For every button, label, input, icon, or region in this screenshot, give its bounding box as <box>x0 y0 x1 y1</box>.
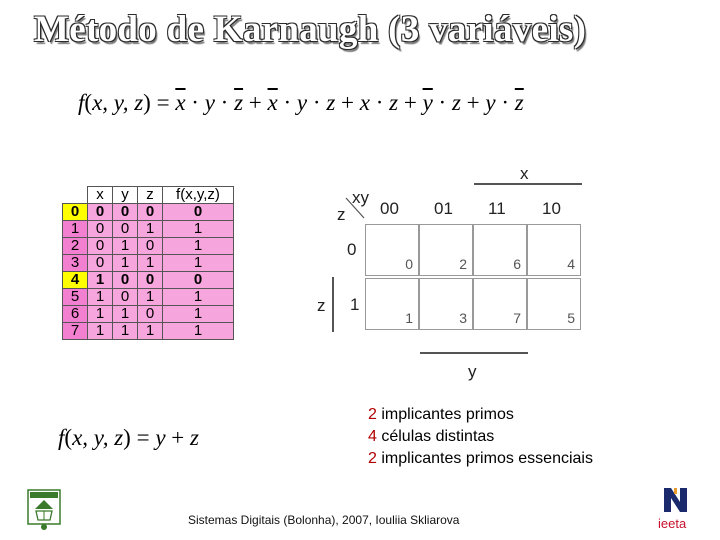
truth-table-row <box>63 272 234 289</box>
truth-table-cell: 1 <box>88 272 113 289</box>
truth-table-header: z <box>138 187 163 204</box>
corner-xy-label: xy <box>352 188 369 207</box>
truth-table-cell: 0 <box>163 272 234 289</box>
truth-table-cell: 1 <box>88 306 113 323</box>
truth-table-cell: 0 <box>88 221 113 238</box>
truth-table-header: y <box>113 187 138 204</box>
y-label: y <box>468 362 477 381</box>
footer-text: Sistemas Digitais (Bolonha), 2007, Iouliia Skliarova <box>188 513 460 527</box>
truth-table-cell: 6 <box>63 306 88 323</box>
kmap-cell: 2 <box>419 224 473 276</box>
kmap-cell: 7 <box>473 278 527 330</box>
university-crest-logo <box>24 487 64 531</box>
truth-table <box>62 186 234 340</box>
truth-table-cell: 1 <box>138 323 163 340</box>
col-header: 01 <box>434 199 453 218</box>
truth-table-cell: 1 <box>113 323 138 340</box>
ieeta-logo-text: ieeta <box>658 516 687 531</box>
col-header: 10 <box>542 199 561 218</box>
y-bar-line <box>420 352 528 354</box>
truth-table-header: x <box>88 187 113 204</box>
kmap-cell: 5 <box>527 278 581 330</box>
truth-table-cell: 0 <box>113 289 138 306</box>
kmap-cell: 1 <box>365 278 419 330</box>
corner-divider <box>344 196 368 222</box>
col-header: 00 <box>380 199 399 218</box>
truth-table-row <box>63 204 234 221</box>
row-header: 0 <box>347 240 357 259</box>
row-header: 1 <box>350 295 360 314</box>
truth-table-cell: 4 <box>63 272 88 289</box>
truth-table-cell: 0 <box>138 272 163 289</box>
z-label: z <box>317 296 326 315</box>
stat-line: 4 células distintas <box>368 428 495 445</box>
ieeta-logo <box>656 486 696 534</box>
z-bar-line <box>332 277 334 332</box>
kmap-cell: 4 <box>527 224 581 276</box>
truth-table-row <box>63 221 234 238</box>
truth-table-cell: 2 <box>63 238 88 255</box>
truth-table-cell: 1 <box>163 306 234 323</box>
ieeta-mark-icon <box>658 486 698 514</box>
truth-table-cell: 0 <box>113 221 138 238</box>
x-label: x <box>520 164 529 183</box>
kmap-cell: 0 <box>365 224 419 276</box>
stat-line: 2 implicantes primos <box>368 406 514 423</box>
truth-table-cell: 1 <box>138 289 163 306</box>
truth-table-cell: 1 <box>163 238 234 255</box>
truth-table-row <box>63 289 234 306</box>
slide-title: Método de Karnaugh (3 variáveis) <box>34 9 587 50</box>
truth-table-cell: 1 <box>163 289 234 306</box>
truth-table-cell: 0 <box>138 238 163 255</box>
truth-table-row <box>63 323 234 340</box>
truth-table-cell: 0 <box>63 204 88 221</box>
col-header: 11 <box>488 199 506 218</box>
truth-table-header: f(x,y,z) <box>163 187 234 204</box>
truth-table-cell: 0 <box>138 306 163 323</box>
kmap-cell: 3 <box>419 278 473 330</box>
truth-table-cell: 0 <box>88 204 113 221</box>
corner-z-label: z <box>337 205 346 224</box>
truth-table-cell: 1 <box>113 255 138 272</box>
simplified-formula: f(x, y, z) = y + z <box>58 425 199 450</box>
kmap-cell: 6 <box>473 224 527 276</box>
truth-table-cell: 1 <box>113 306 138 323</box>
truth-table-cell: 1 <box>163 323 234 340</box>
truth-table-cell: 1 <box>138 221 163 238</box>
truth-table-cell: 5 <box>63 289 88 306</box>
truth-table-cell: 1 <box>113 238 138 255</box>
stats-list <box>368 404 593 470</box>
function-formula: f(x, y, $z) = \overline{x} \cdot y \cdot \overline{z} + \overline{x} \cdot y \cdot z + x \cdot z + \overline{y} \cdot z + y \cdot \overline{z}$ <box>78 90 524 115</box>
truth-table-cell: 0 <box>88 238 113 255</box>
truth-table-cell: 0 <box>138 204 163 221</box>
truth-table-cell: 0 <box>113 204 138 221</box>
truth-table-cell: 7 <box>63 323 88 340</box>
truth-table-cell: 3 <box>63 255 88 272</box>
truth-table-cell: 1 <box>88 289 113 306</box>
truth-table-cell: 0 <box>113 272 138 289</box>
truth-table-row <box>63 255 234 272</box>
truth-table-cell: 1 <box>88 323 113 340</box>
truth-table-cell: 1 <box>163 255 234 272</box>
truth-table-cell: 1 <box>63 221 88 238</box>
stat-line: 2 implicantes primos essenciais <box>368 450 593 467</box>
truth-table-cell: 1 <box>138 255 163 272</box>
truth-table-row <box>63 306 234 323</box>
truth-table-cell: 0 <box>88 255 113 272</box>
truth-table-row <box>63 238 234 255</box>
truth-table-cell: 0 <box>163 204 234 221</box>
truth-table-cell: 1 <box>163 221 234 238</box>
